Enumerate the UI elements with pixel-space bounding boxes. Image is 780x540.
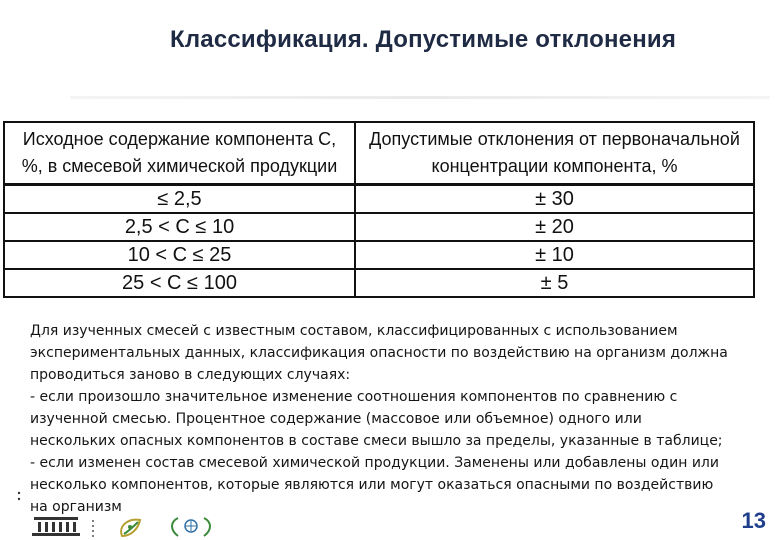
body-line: изученной смесью. Процентное содержание (массовое или объемное) одного или (30, 411, 642, 427)
page-number: 13 (741, 508, 766, 533)
table-row (4, 269, 754, 297)
body-line: несколько компонентов, которые являются или могут оказаться опасными по воздействию (30, 477, 714, 493)
table-row (4, 241, 754, 269)
table-row (4, 213, 754, 241)
body-line: - если произошло значительное изменение соотношения компонентов по сравнению с (30, 389, 678, 405)
wreath-logo-icon (172, 518, 210, 536)
title-divider (70, 96, 770, 99)
body-line: на организм (30, 499, 122, 515)
header-initial-content: Исходное содержание компонента С, %, в смесевой химической продукции (4, 122, 355, 185)
separator-dots-icon (92, 520, 94, 537)
body-line: экспериментальных данных, классификация опасности по воздействию на организм должна (30, 345, 728, 361)
cell-deviation: ± 5 (355, 269, 754, 297)
leaf-logo-icon (121, 520, 140, 536)
building-logo-icon (32, 517, 80, 536)
cell-content-range: ≤ 2,5 (4, 185, 355, 214)
body-line: проводиться заново в следующих случаях: (30, 367, 351, 383)
header-allowed-deviation: Допустимые отклонения от первоначальной концентрации компонента, % (355, 122, 754, 185)
cell-deviation: ± 20 (355, 213, 754, 241)
body-line: Для изученных смесей с известным составом, классифицированных с использованием (30, 323, 678, 339)
cell-content-range: 2,5 < C ≤ 10 (4, 213, 355, 241)
cell-content-range: 25 < C ≤ 100 (4, 269, 355, 297)
cell-deviation: ± 10 (355, 241, 754, 269)
slide-title: Классификация. Допустимые отклонения (170, 26, 677, 53)
table-row (4, 185, 754, 214)
cell-content-range: 10 < C ≤ 25 (4, 241, 355, 269)
cell-deviation: ± 30 (355, 185, 754, 214)
body-line: нескольких опасных компонентов в составе смеси вышло за пределы, указанные в таблице; (30, 433, 723, 449)
logo-strip (0, 484, 240, 540)
body-line: - если изменен состав смесевой химической продукции. Заменены или добавлены один или (30, 455, 719, 471)
table-header-row (4, 122, 754, 185)
deviation-table (3, 121, 755, 298)
